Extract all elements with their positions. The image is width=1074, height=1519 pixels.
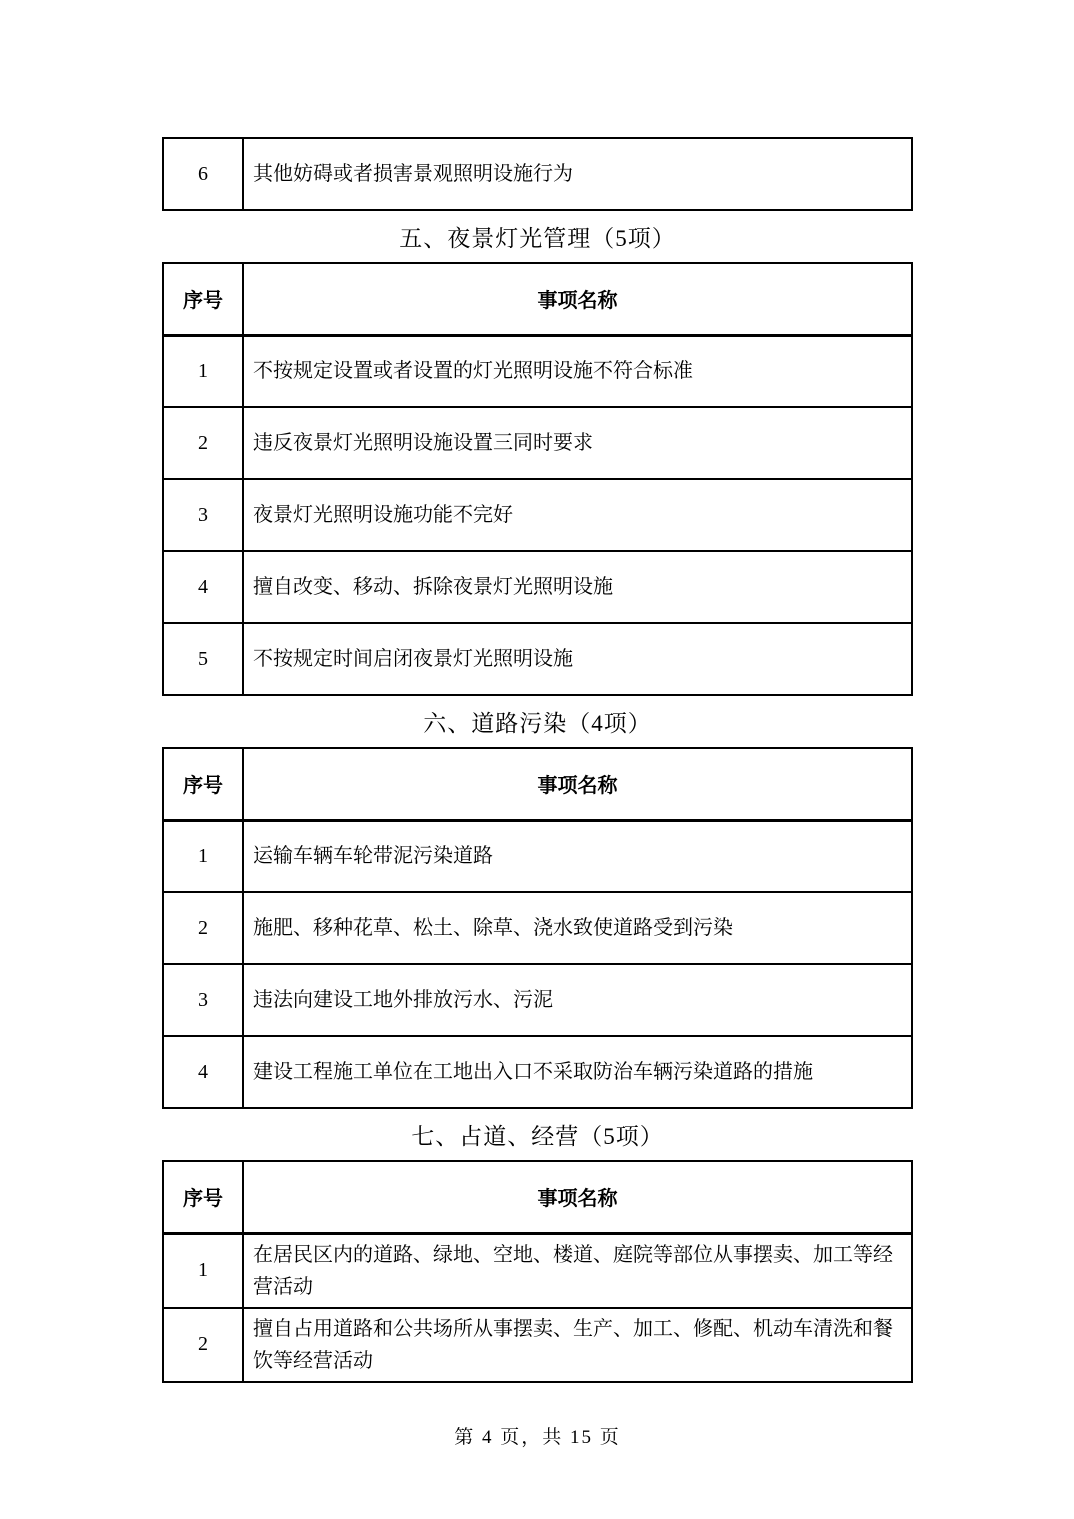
row-number-cell: 2 <box>163 1308 243 1382</box>
item-name-cell: 擅自占用道路和公共场所从事摆卖、生产、加工、修配、机动车清洗和餐饮等经营活动 <box>243 1308 912 1382</box>
section-heading-7: 七、占道、经营（5项） <box>411 1124 664 1149</box>
table-header-row <box>163 748 912 820</box>
row-number-cell: 2 <box>163 892 243 964</box>
table-row <box>163 820 912 892</box>
column-header-item: 事项名称 <box>243 1161 912 1233</box>
item-name-cell: 建设工程施工单位在工地出入口不采取防治车辆污染道路的措施 <box>243 1036 912 1108</box>
item-name-cell: 不按规定时间启闭夜景灯光照明设施 <box>243 623 912 695</box>
row-number-cell: 1 <box>163 1233 243 1308</box>
table-row <box>163 407 912 479</box>
row-number-cell: 6 <box>163 138 243 210</box>
row-number-cell: 4 <box>163 551 243 623</box>
row-number-cell: 2 <box>163 407 243 479</box>
table-section7 <box>162 1160 913 1383</box>
item-name-cell: 运输车辆车轮带泥污染道路 <box>243 820 912 892</box>
column-header-item: 事项名称 <box>243 748 912 820</box>
table-row <box>163 138 912 210</box>
column-header-seq: 序号 <box>163 1161 243 1233</box>
row-number-cell: 3 <box>163 479 243 551</box>
item-name-cell: 夜景灯光照明设施功能不完好 <box>243 479 912 551</box>
section-heading-5: 五、夜景灯光管理（5项） <box>399 226 676 251</box>
table-row <box>163 964 912 1036</box>
column-header-seq: 序号 <box>163 263 243 335</box>
item-name-cell: 施肥、移种花草、松土、除草、浇水致使道路受到污染 <box>243 892 912 964</box>
item-name-cell: 不按规定设置或者设置的灯光照明设施不符合标准 <box>243 335 912 407</box>
item-name-cell: 擅自改变、移动、拆除夜景灯光照明设施 <box>243 551 912 623</box>
page-number-footer: 第 4 页，共 15 页 <box>454 1426 621 1448</box>
section-heading-6: 六、道路污染（4项） <box>423 711 652 736</box>
row-number-cell: 3 <box>163 964 243 1036</box>
table-header-row <box>163 1161 912 1233</box>
item-name-cell: 在居民区内的道路、绿地、空地、楼道、庭院等部位从事摆卖、加工等经营活动 <box>243 1233 912 1308</box>
table-section5 <box>162 262 913 696</box>
row-number-cell: 5 <box>163 623 243 695</box>
table-row <box>163 1308 912 1382</box>
document-body <box>162 0 913 1450</box>
table-row <box>163 892 912 964</box>
table-row <box>163 551 912 623</box>
table-header-row <box>163 263 912 335</box>
table-row <box>163 1036 912 1108</box>
item-name-cell: 违反夜景灯光照明设施设置三同时要求 <box>243 407 912 479</box>
item-name-cell: 其他妨碍或者损害景观照明设施行为 <box>243 138 912 210</box>
table-section4-continuation <box>162 137 913 211</box>
table-section6 <box>162 747 913 1109</box>
table-row <box>163 1233 912 1308</box>
table-row <box>163 335 912 407</box>
item-name-cell: 违法向建设工地外排放污水、污泥 <box>243 964 912 1036</box>
column-header-seq: 序号 <box>163 748 243 820</box>
row-number-cell: 4 <box>163 1036 243 1108</box>
row-number-cell: 1 <box>163 335 243 407</box>
row-number-cell: 1 <box>163 820 243 892</box>
column-header-item: 事项名称 <box>243 263 912 335</box>
table-row <box>163 479 912 551</box>
table-row <box>163 623 912 695</box>
